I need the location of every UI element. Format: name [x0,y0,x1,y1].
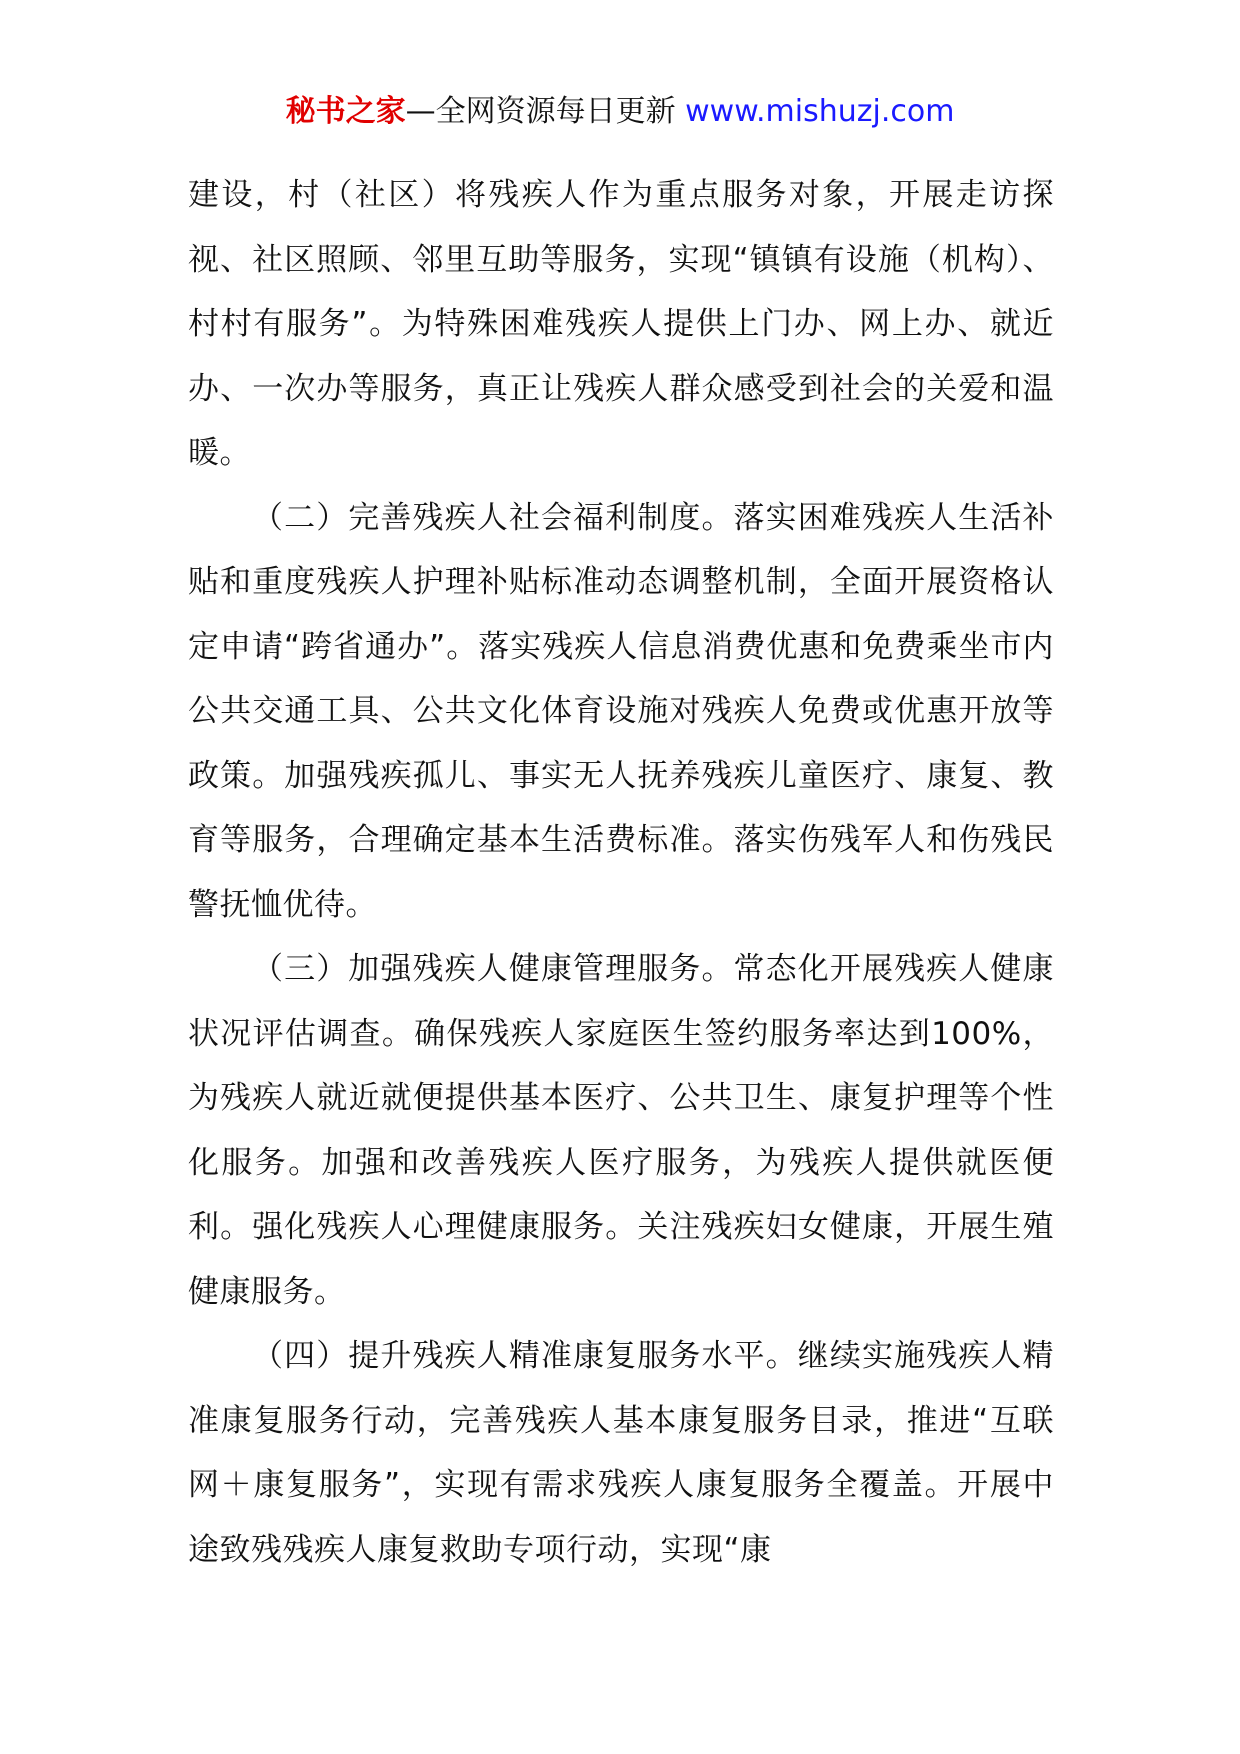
site-tagline: —全网资源每日更新 [405,94,676,129]
site-brand: 秘书之家 [285,94,406,129]
paragraph-section-4: （四）提升残疾人精准康复服务水平。继续实施残疾人精准康复服务行动，完善残疾人基本康复服务目录，推进“互联网＋康复服务”，实现有需求残疾人康复服务全覆盖。开展中途致残残疾人康复救助专项行动，实现“康 [188,1338,1054,1568]
site-url-link[interactable]: www.mishuzj.com [685,94,955,129]
document-body [188,163,1054,1582]
paragraph-section-3: （三）加强残疾人健康管理服务。常态化开展残疾人健康状况评估调查。确保残疾人家庭医生签约服务率达到100%，为残疾人就近就便提供基本医疗、公共卫生、康复护理等个性化服务。加强和改善残疾人医疗服务，为残疾人提供就医便利。强化残疾人心理健康服务。关注残疾妇女健康，开展生殖健康服务。 [188,951,1054,1310]
paragraph-section-2: （二）完善残疾人社会福利制度。落实困难残疾人生活补贴和重度残疾人护理补贴标准动态调整机制，全面开展资格认定申请“跨省通办”。落实残疾人信息消费优惠和免费乘坐市内公共交通工具、公共文化体育设施对残疾人免费或优惠开放等政策。加强残疾孤儿、事实无人抚养残疾儿童医疗、康复、教育等服务，合理确定基本生活费标准。落实伤残军人和伤残民警抚恤优待。 [188,499,1054,923]
paragraph-continuation: 建设，村（社区）将残疾人作为重点服务对象，开展走访探视、社区照顾、邻里互助等服务，实现“镇镇有设施（机构）、村村有服务”。为特殊困难残疾人提供上门办、网上办、就近办、一次办等服务，真正让残疾人群众感受到社会的关爱和温暖。 [188,177,1054,471]
page-header [0,92,1240,132]
